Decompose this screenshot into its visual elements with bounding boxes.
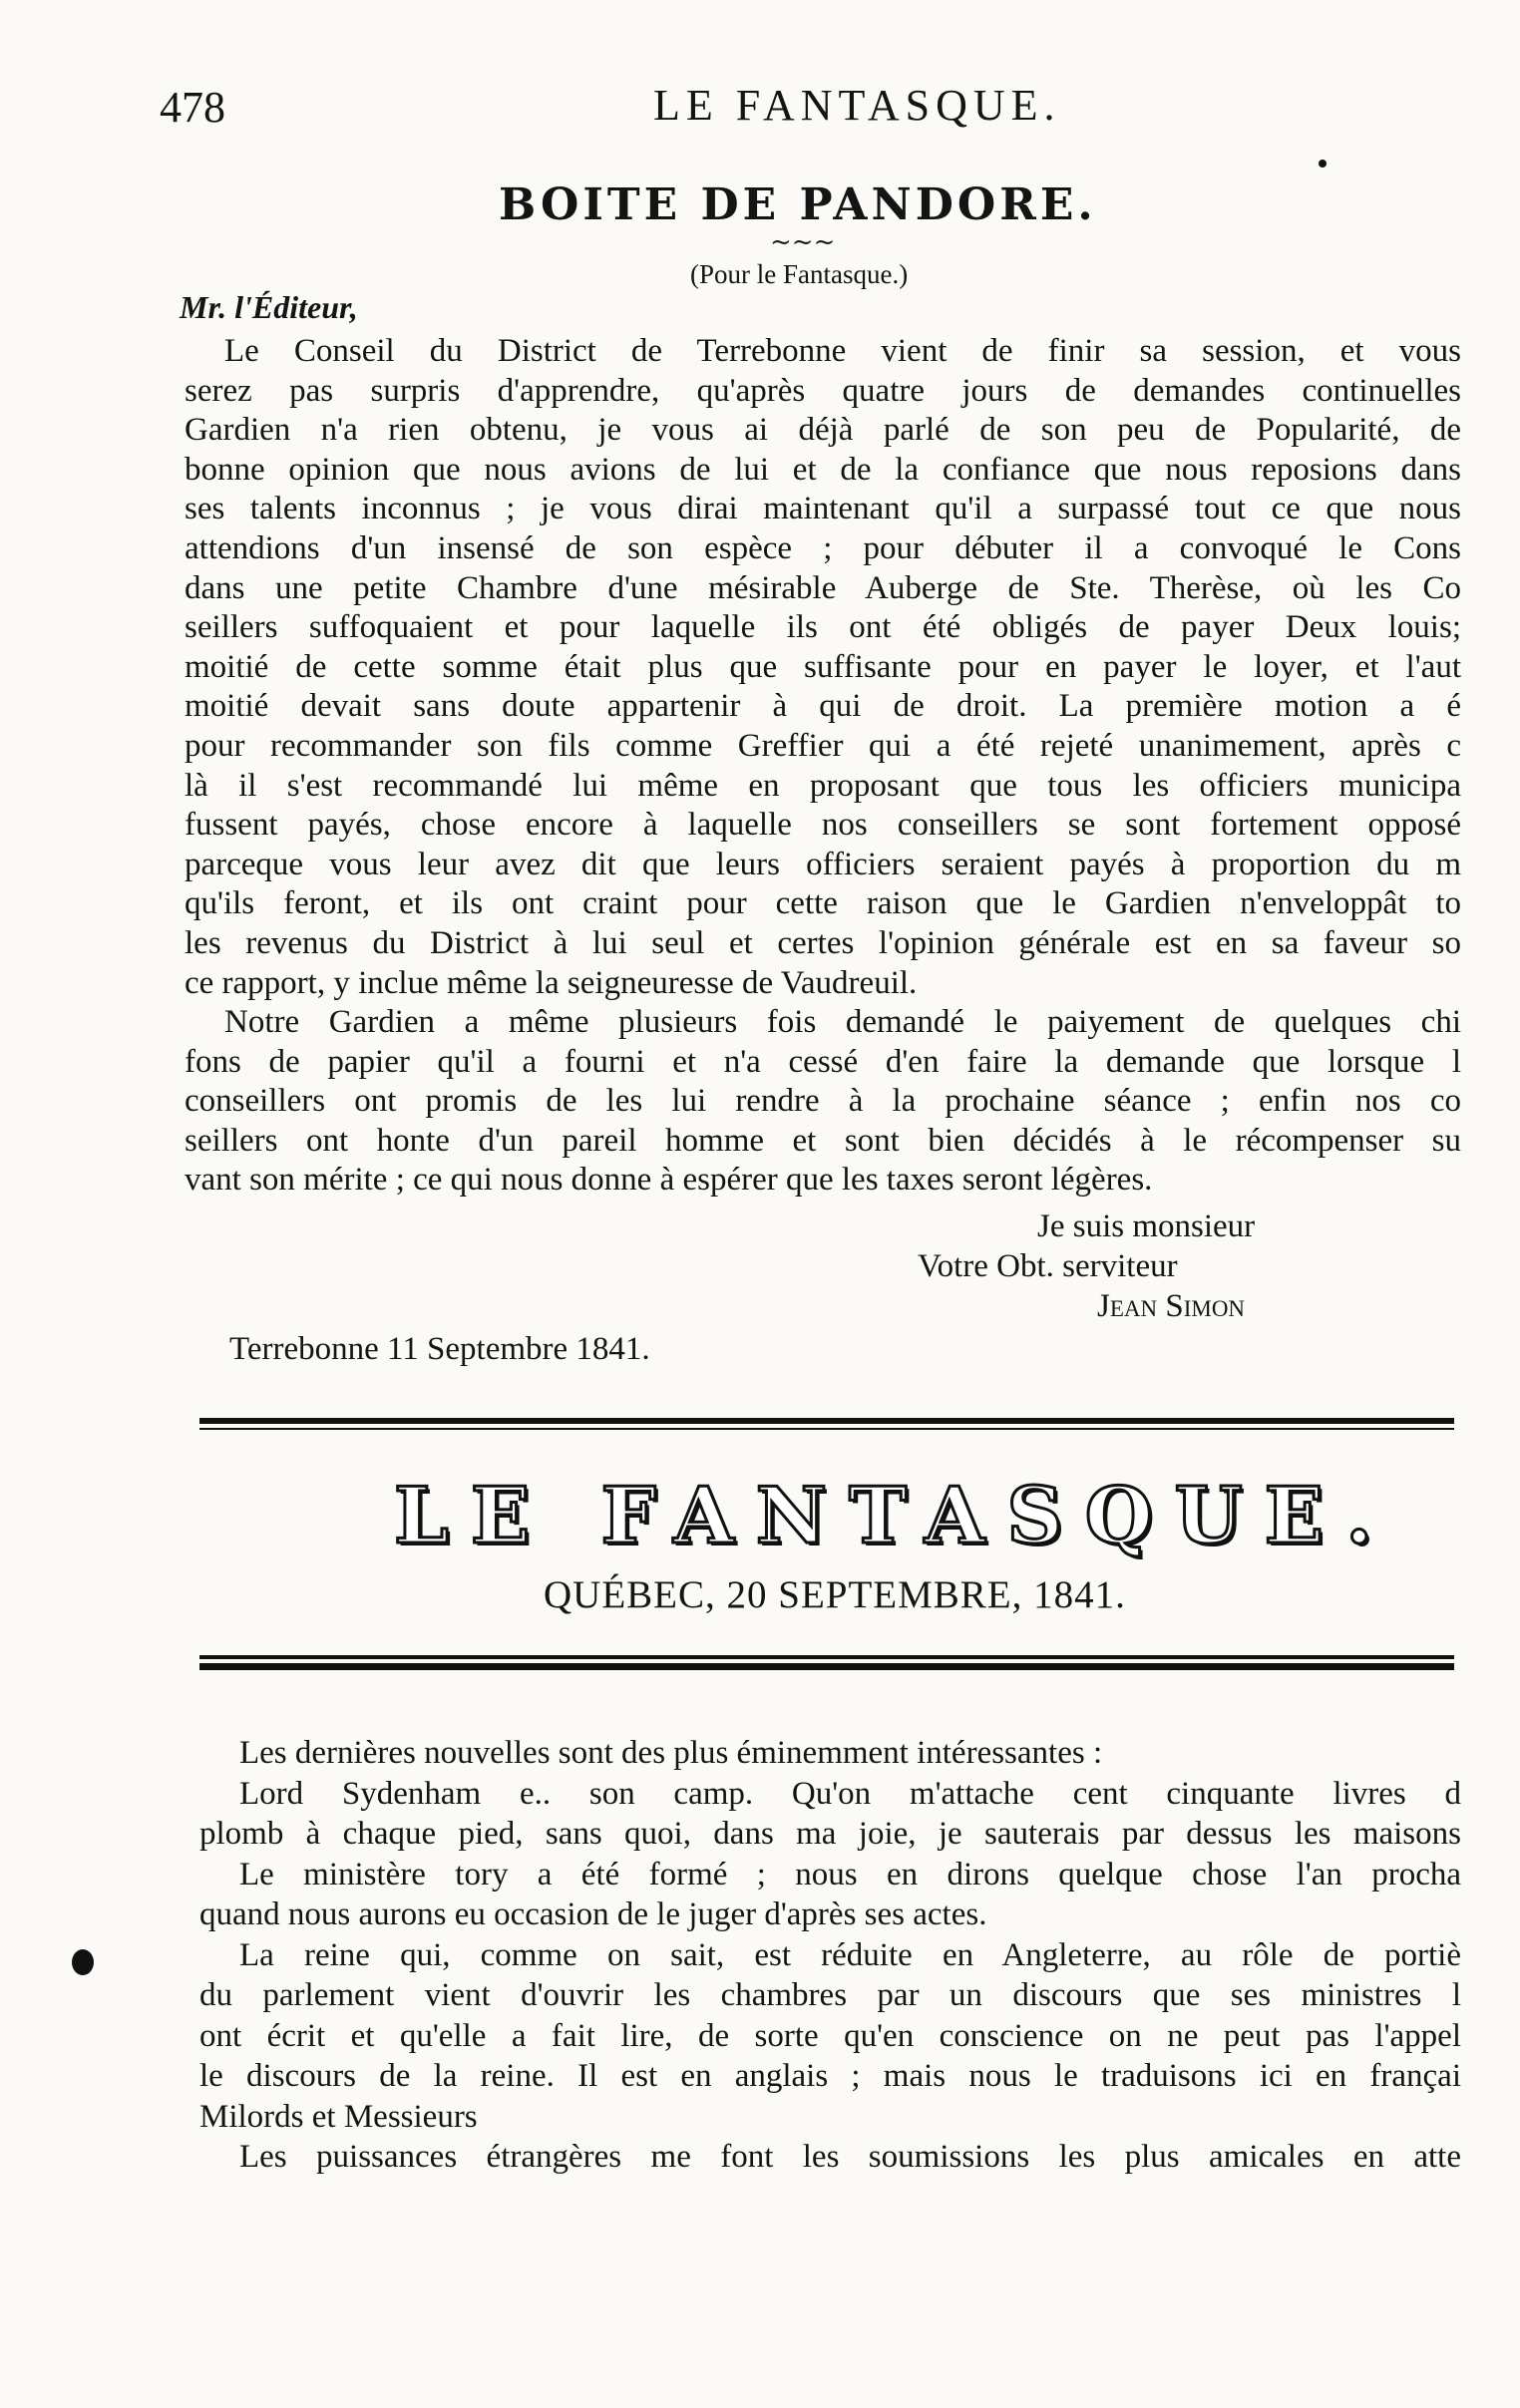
letter-line: conseillers ont promis de les lui rendre à la prochaine séance ; enfin nos co [185,1083,1461,1120]
letter-line: attendions d'un insensé de son espèce ; pour débuter il a convoqué le Cons [185,529,1461,566]
letter-line: Notre Gardien a même plusieurs fois demandé le paiyement de quelques chi [224,1004,1461,1041]
pour-note: (Pour le Fantasque.) [690,259,909,289]
divider [199,1428,1454,1430]
letter-line: fons de papier qu'il a fourni et n'a cessé d'en faire la demande que lorsque l [185,1043,1461,1080]
news-line: Les puissances étrangères me font les soumissions les plus amicales en atte [239,2139,1461,2175]
news-line: Milords et Messieurs [199,2098,478,2135]
letter-line: bonne opinion que nous avions de lui et de la confiance que nous reposions dans [185,451,1461,488]
ink-blot [72,1949,94,1975]
letter-line: parceque vous leur avez dit que leurs officiers seraient payés à proportion du m [185,846,1461,882]
divider [199,1655,1454,1659]
dateline: Terrebonne 11 Septembre 1841. [229,1331,650,1367]
salutation: Mr. l'Éditeur, [180,289,358,325]
letter-line: les revenus du District à lui seul et certes l'opinion générale est en sa faveur so [185,924,1461,961]
letter-line: Gardien n'a rien obtenu, je vous ai déjà parlé de son peu de Popularité, de [185,412,1461,449]
masthead: LE FANTASQUE. [394,1471,1395,1561]
news-line: le discours de la reine. Il est en anglais ; mais nous le traduisons ici en françai [199,2058,1461,2094]
letter-line: seillers suffoquaient et pour laquelle ils ont été obligés de payer Deux louis; [185,609,1461,646]
letter-line: Le Conseil du District de Terrebonne vient de finir sa session, et vous [224,333,1461,369]
letter-line: ses talents inconnus ; je vous dirai maintenant qu'il a surpassé tout ce que nous [185,491,1461,527]
closing-line: Je suis monsieur [1037,1208,1256,1244]
divider [199,1663,1454,1670]
news-line: Lord Sydenham e.. son camp. Qu'on m'attache cent cinquante livres d [239,1775,1461,1812]
issue-date: QUÉBEC, 20 SEPTEMBRE, 1841. [544,1573,1126,1616]
letter-line: fussent payés, chose encore à laquelle nos conseillers se sont fortement opposé [185,807,1461,844]
letter-line: là il s'est recommandé lui même en proposant que tous les officiers municipa [185,767,1461,804]
letter-line: seillers ont honte d'un pareil homme et sont bien décidés à le récompenser su [185,1122,1461,1159]
letter-line: moitié de cette somme était plus que suffisante pour en payer le loyer, et l'aut [185,648,1461,685]
news-line: plomb à chaque pied, sans quoi, dans ma joie, je sauterais par dessus les maisons [199,1816,1461,1852]
letter-line: moitié devait sans doute appartenir à qui de droit. La première motion a é [185,688,1461,725]
news-line: Le ministère tory a été formé ; nous en dirons quelque chose l'an procha [239,1856,1461,1892]
section-title: BOITE DE PANDORE. [499,179,1097,230]
page-number: 478 [160,83,225,132]
ink-speck [1319,160,1327,168]
news-line: quand nous aurons eu occasion de le juger d'après ses actes. [199,1896,987,1932]
news-line: Les dernières nouvelles sont des plus éminemment intéressantes : [239,1735,1103,1771]
letter-line: pour recommander son fils comme Greffier qui a été rejeté unanimement, après c [185,727,1461,764]
letter-line: dans une petite Chambre d'une mésirable Auberge de Ste. Therèse, où les Co [185,569,1461,606]
news-line: du parlement vient d'ouvrir les chambres par un discours que ses ministres l [199,1977,1461,2013]
news-line: ont écrit et qu'elle a fait lire, de sorte qu'en conscience on ne peut pas l'appel [199,2017,1461,2054]
closing-line: Votre Obt. serviteur [918,1248,1178,1284]
letter-line: qu'ils feront, et ils ont craint pour cette raison que le Gardien n'enveloppât to [185,885,1461,922]
letter-line: vant son mérite ; ce qui nous donne à espérer que les taxes seront légères. [185,1162,1153,1199]
letter-line: ce rapport, y inclue même la seigneuresse de Vaudreuil. [185,964,918,1001]
news-line: La reine qui, comme on sait, est réduite en Angleterre, au rôle de portiè [239,1936,1461,1973]
running-head: LE FANTASQUE. [653,81,1061,130]
letter-body [185,332,1461,1201]
ornament: ~~~ [770,227,836,257]
news-body [199,1733,1461,2178]
letter-line: serez pas surpris d'apprendre, qu'après quatre jours de demandes continuelles [185,372,1461,409]
divider [199,1418,1454,1424]
signature: Jean Simon [1097,1288,1246,1324]
